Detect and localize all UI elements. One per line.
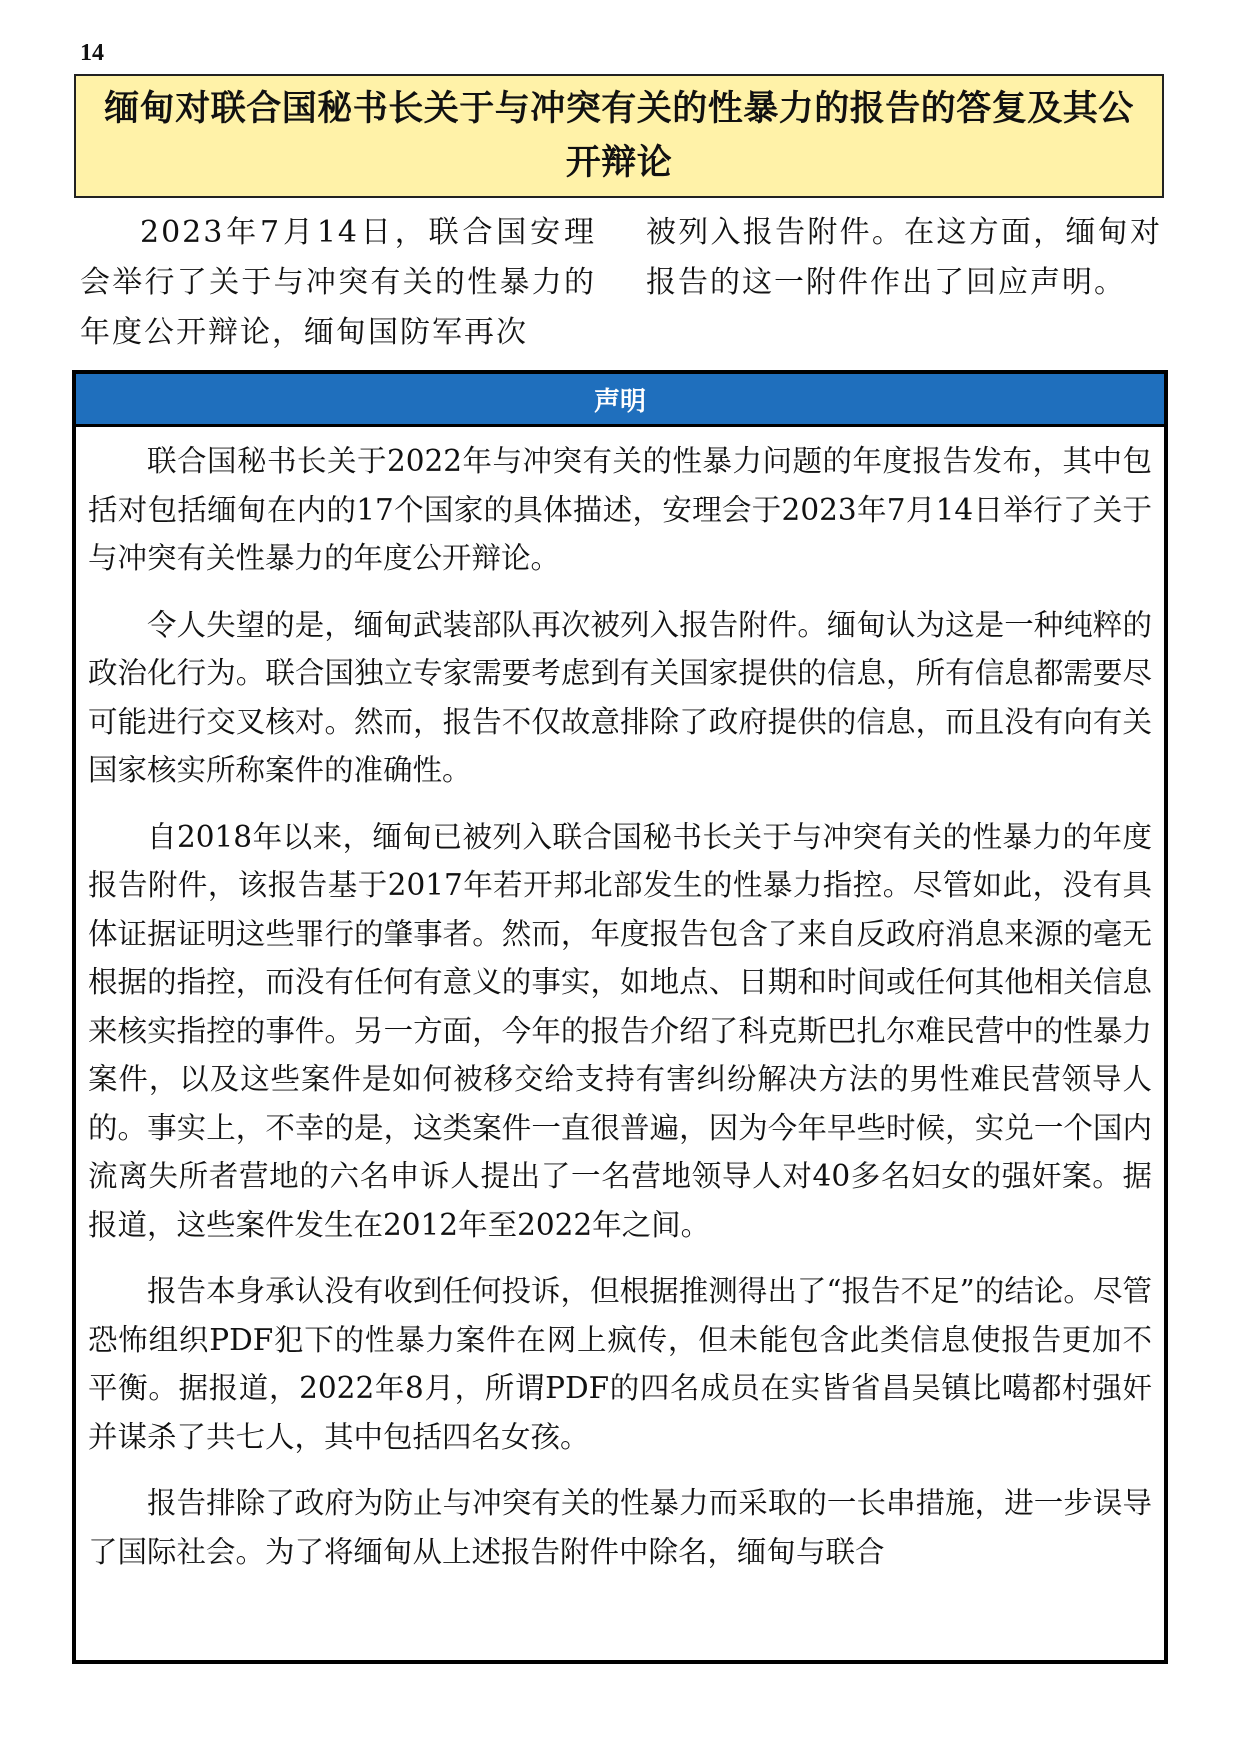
intro-section — [80, 208, 1162, 358]
title-box — [74, 74, 1164, 198]
intro-right-column — [646, 208, 1162, 358]
intro-left-column — [80, 208, 596, 358]
statement-paragraph: 报告本身承认没有收到任何投诉，但根据推测得出了“报告不足”的结论。尽管恐怖组织PDF犯下的性暴力案件在网上疯传，但未能包含此类信息使报告更加不平衡。据报道，2022年8月，所谓PDF的四名成员在实皆省昌吴镇比噶都村强奸并谋杀了共七人，其中包括四名女孩。 — [88, 1274, 1152, 1454]
statement-paragraph: 联合国秘书长关于2022年与冲突有关的性暴力问题的年度报告发布，其中包括对包括缅甸在内的17个国家的具体描述，安理会于2023年7月14日举行了关于与冲突有关性暴力的年度公开辩论。 — [88, 444, 1152, 575]
statement-paragraph: 令人失望的是，缅甸武装部队再次被列入报告附件。缅甸认为这是一种纯粹的政治化行为。联合国独立专家需要考虑到有关国家提供的信息，所有信息都需要尽可能进行交叉核对。然而，报告不仅故意排除了政府提供的信息，而且没有向有关国家核实所称案件的准确性。 — [88, 607, 1152, 787]
statement-header: 声明 — [76, 374, 1164, 427]
statement-body — [76, 427, 1164, 1576]
page-title: 缅甸对联合国秘书长关于与冲突有关的性暴力的报告的答复及其公开辩论 — [104, 89, 1134, 183]
statement-paragraph: 自2018年以来，缅甸已被列入联合国秘书长关于与冲突有关的性暴力的年度报告附件，该报告基于2017年若开邦北部发生的性暴力指控。尽管如此，没有具体证据证明这些罪行的肇事者。然而，年度报告包含了来自反政府消息来源的毫无根据的指控，而没有任何有意义的事实，如地点、日期和时间或任何其他相关信息来核实指控的事件。另一方面，今年的报告介绍了科克斯巴扎尔难民营中的性暴力案件，以及这些案件是如何被移交给支持有害纠纷解决方法的男性难民营领导人的。事实上，不幸的是，这类案件一直很普遍，因为今年早些时候，实兑一个国内流离失所者营地的六名申诉人提出了一名营地领导人对40多名妇女的强奸案。据报道，这些案件发生在2012年至2022年之间。 — [88, 819, 1152, 1242]
statement-box — [72, 370, 1168, 1664]
intro-paragraph-left: 2023年7月14日，联合国安理会举行了关于与冲突有关的性暴力的年度公开辩论，缅甸国防军再次 — [80, 215, 596, 350]
intro-paragraph-right: 被列入报告附件。在这方面，缅甸对报告的这一附件作出了回应声明。 — [646, 215, 1162, 300]
statement-paragraph: 报告排除了政府为防止与冲突有关的性暴力而采取的一长串措施，进一步误导了国际社会。为了将缅甸从上述报告附件中除名，缅甸与联合 — [88, 1486, 1152, 1569]
page-number: 14 — [80, 40, 104, 66]
